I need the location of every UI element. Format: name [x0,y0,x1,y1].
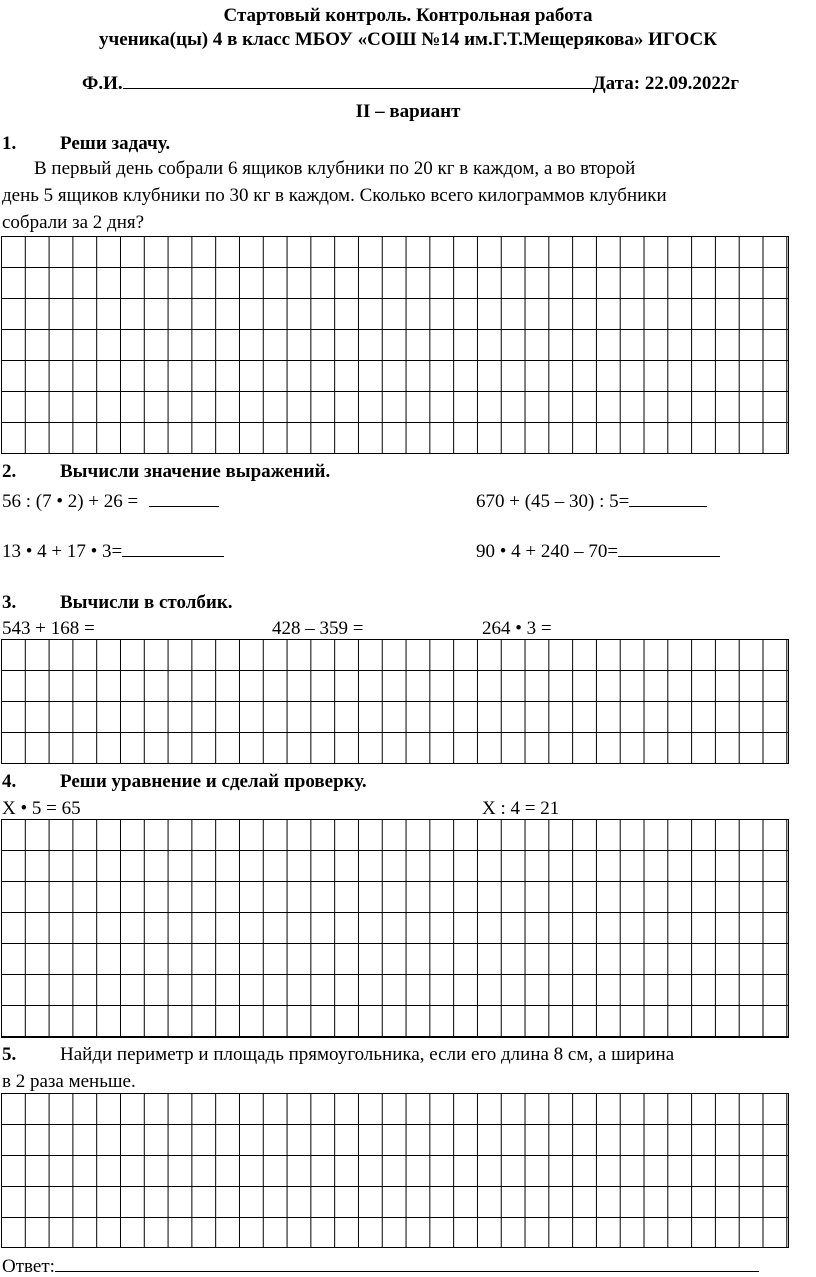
task2-answer-2[interactable] [629,490,707,507]
task5-number: 5. [2,1044,17,1065]
task2-number: 2. [2,461,17,482]
task2-expr-1 [2,490,219,511]
fio-row [82,72,739,93]
title-line-2: ученика(цы) 4 в класс МБОУ «СОШ №14 им.Г.Т.Мещерякова» ИГОСК [98,29,718,50]
task3-expr-1: 543 + 168 = [2,618,95,639]
answer-blank[interactable] [55,1255,759,1272]
task3-expr-2: 428 – 359 = [272,618,364,639]
title-line-1: Стартовый контроль. Контрольная работа [223,5,593,26]
task2-heading [2,462,330,481]
date-label: Дата: 22.09.2022г [592,73,739,94]
fio-blank[interactable] [123,72,593,89]
task2-expr-2 [476,490,707,511]
fio-label: Ф.И. [82,73,123,94]
task2-heading-text: Вычисли значение выражений. [60,461,331,482]
task2-expr-3 [2,540,224,561]
task2-expr-1-text: 56 : (7 • 2) + 26 = [2,491,139,512]
task3-number: 3. [2,592,17,613]
task1-answer-grid[interactable] [1,236,789,454]
task1-text-line-2: день 5 ящиков клубники по 30 кг в каждом. Сколько всего килограммов клубники [2,185,667,206]
task3-expr-3: 264 • 3 = [482,618,552,639]
task3-heading [2,593,233,612]
task5-text-line-2: в 2 раза меньше. [2,1071,136,1092]
task2-expr-2-text: 670 + (45 – 30) : 5= [476,491,630,512]
task2-expr-3-text: 13 • 4 + 17 • 3= [2,541,123,562]
variant-label: II – вариант [355,101,461,122]
task2-expr-4-text: 90 • 4 + 240 – 70= [476,541,619,562]
task4-heading [2,772,367,791]
task5-text-line-1-text: Найди периметр и площадь прямоугольника, если его длина 8 см, а ширина [60,1044,675,1065]
answer-row [2,1255,759,1276]
task2-answer-4[interactable] [618,540,720,557]
task2-answer-1[interactable] [149,490,219,507]
task4-equation-1: Х • 5 = 65 [2,798,81,819]
task3-answer-grid[interactable] [1,639,789,764]
task1-text-line-3: собрали за 2 дня? [2,212,145,233]
answer-label: Ответ: [2,1256,55,1277]
task1-heading [2,134,170,153]
task2-answer-3[interactable] [122,540,224,557]
task1-text-line-1: В первый день собрали 6 ящиков клубники по 20 кг в каждом, а во второй [34,158,636,179]
task5-text-line-1 [2,1045,674,1064]
task5-answer-grid[interactable] [1,1093,789,1248]
task3-heading-text: Вычисли в столбик. [60,592,233,613]
task4-number: 4. [2,771,17,792]
task4-heading-text: Реши уравнение и сделай проверку. [60,771,367,792]
task1-number: 1. [2,133,17,154]
task4-answer-grid[interactable] [1,819,789,1038]
task1-heading-text: Реши задачу. [60,133,171,154]
task2-expr-4 [476,540,720,561]
task4-equation-2: Х : 4 = 21 [482,798,560,819]
